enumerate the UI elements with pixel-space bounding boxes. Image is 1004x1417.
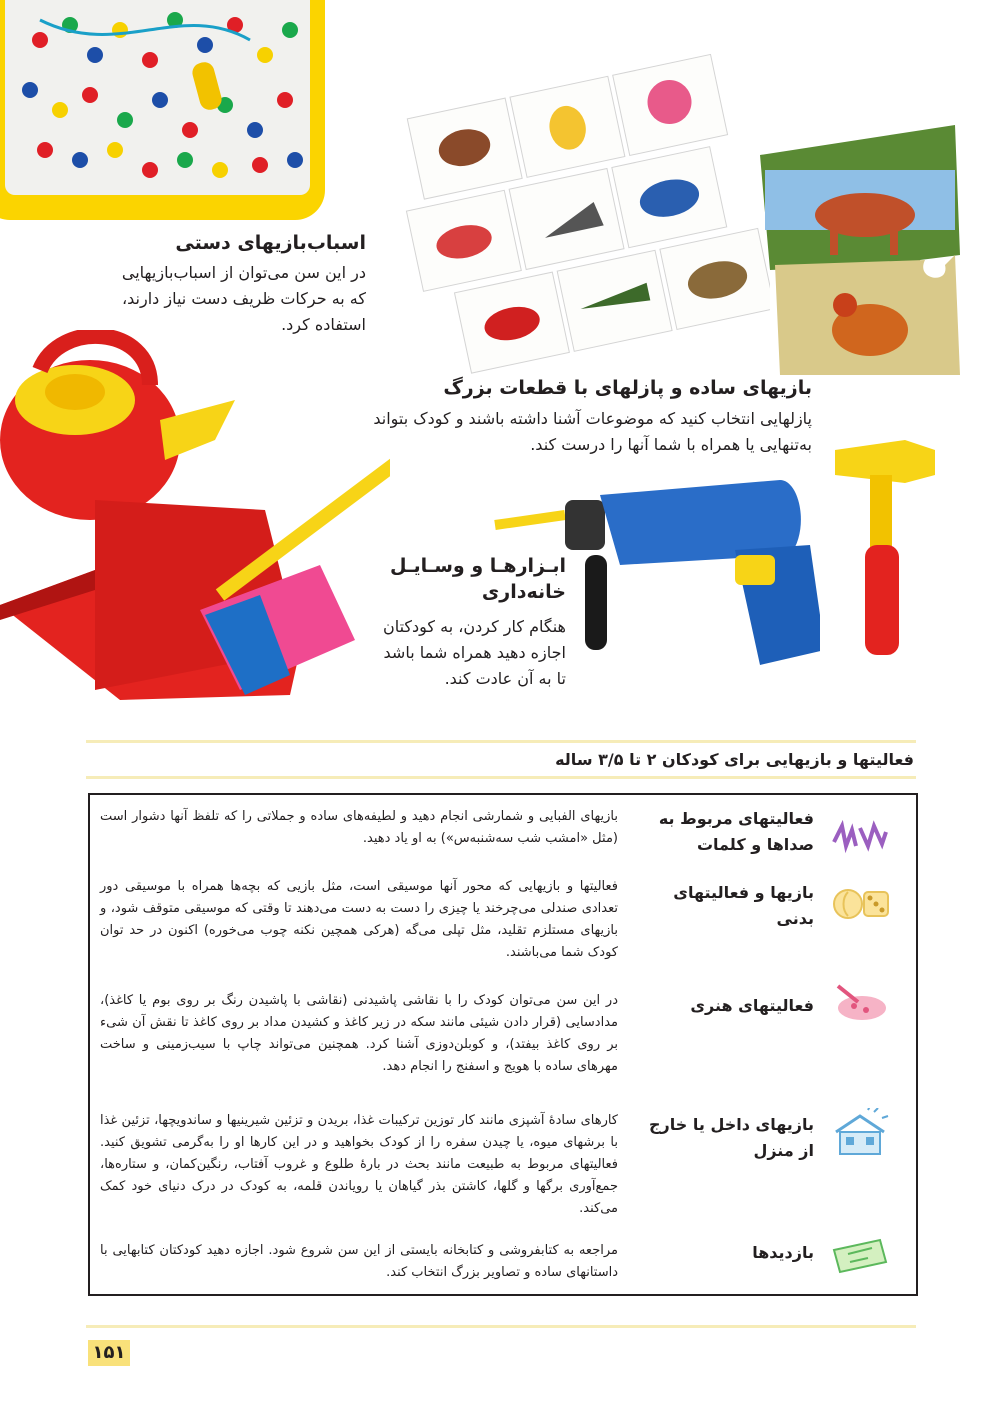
tools-line: اجازه دهید همراه شما باشد	[383, 643, 566, 662]
category-line: بازیهای داخل یا خارج	[649, 1115, 814, 1134]
category-line: فعالیتهای مربوط به	[658, 809, 814, 828]
letters-icon	[828, 812, 892, 860]
category-art	[649, 993, 814, 1019]
category-line: بازدیدها	[752, 1243, 814, 1262]
bottom-divider	[86, 1325, 916, 1328]
puzzles-title: بازیهای ساده و پازلهای با قطعات بزرگ	[443, 377, 812, 399]
jigsaw-puzzle-illustration	[755, 95, 965, 380]
category-line: صداها و کلمات	[696, 835, 814, 854]
row-text-art: در این سن می‌توان کودک را با نقاشی پاشیدنی (نقاشی با پاشیدن رنگ بر روی بوم یا کاغذ)، مدادسایی (قرار دادن شیئی مانند سکه در زیر کاغذ و کشیدن مداد بر روی کاغذ تا نقش آن شیء بر روی کاغذ بیفتد)، و کوبلن‌دوزی آشنا کرد. همچنین می‌تواند چاپ با سیب‌زمینی و ساخت مهرهای ساده با هویج و اسفنج را انجام دهد.	[100, 993, 618, 1074]
top-divider	[86, 740, 916, 743]
dustpan-and-brush-illustration	[0, 455, 390, 705]
title-divider	[86, 776, 916, 779]
tools-line: تا به آن عادت کند.	[444, 669, 566, 688]
row-text-words: بازیهای الفبایی و شمارشی انجام دهید و لطیفه‌های ساده و جملاتی را که تلفظ آنها دشوار است (مثل «امشب شب سه‌شنبه‌س») به او یاد دهید.	[100, 809, 618, 846]
tools-title	[336, 553, 566, 605]
handheld-toys-line: استفاده کرد.	[281, 315, 366, 334]
puzzles-body	[252, 406, 812, 458]
tools-title-line: ابـزارهـا و وسـایـل	[390, 555, 566, 577]
category-line: فعالیتهای هنری	[690, 996, 814, 1015]
house-icon	[828, 1108, 892, 1156]
category-line: بازیها و فعالیتهای	[673, 883, 814, 902]
category-physical	[649, 880, 814, 932]
ticket-icon	[828, 1232, 892, 1280]
row-text-visits: مراجعه به کتابفروشی و کتابخانه بایستی از این سن شروع شود. اجازه دهید کودکتان کتابهایی با داستانهای ساده و تصاویر بزرگ انتخاب کند.	[100, 1243, 618, 1280]
category-indoor-outdoor	[649, 1112, 814, 1164]
tools-line: هنگام کار کردن، به کودکتان	[382, 617, 566, 636]
activities-table-title: فعالیتها و بازیهایی برای کودکان ۲ تا ۳/۵ ساله	[555, 750, 914, 769]
handheld-toys-line: که به حرکات ظریف دست نیاز دارند،	[121, 289, 366, 308]
category-line: از منزل	[753, 1141, 814, 1160]
handheld-toys-body	[36, 260, 366, 338]
category-line: بدنی	[776, 909, 814, 928]
pegboard-toy-illustration	[0, 0, 330, 230]
puzzles-line: به‌تنهایی یا همراه با شما آنها را درست کند.	[530, 435, 812, 454]
handheld-toys-title: اسباب‌بازیهای دستی	[175, 232, 366, 254]
handheld-toys-line: در این سن می‌توان از اسباب‌بازیهایی	[121, 263, 366, 282]
toy-hammer-illustration	[835, 435, 940, 665]
tools-title-line: خانه‌داری	[481, 581, 566, 603]
puzzles-line: پازلهایی انتخاب کنید که موضوعات آشنا داشته باشند و کودک بتواند	[373, 409, 812, 428]
ball-and-dice-icon	[828, 880, 892, 928]
category-sounds-words	[649, 806, 814, 858]
page-number: ۱۵۱	[88, 1340, 130, 1366]
row-text-indoor-outdoor: کارهای سادهٔ آشپزی مانند کار توزین ترکیبات غذا، بریدن و تزئین شیرینیها و ساندویچها، تزئین غذا با برشهای میوه، یا چیدن سفره را از کودک بخواهید و در این کارها او را به‌گرمی تشویق کنید. فعالیتهای مربوط به طبیعت مانند بحث در بارهٔ طلوع و غروب آفتاب، رنگین‌کمان، و ستاره‌ها، جمع‌آوری برگها و گلها، کاشتن بذر گیاهان یا رویاندن قلمه، به کودک در درک دنیای خود کمک می‌کند.	[100, 1113, 618, 1216]
row-text-physical: فعالیتها و بازیهایی که محور آنها موسیقی است، مثل بازیی که بچه‌ها همراه با موسیقی دور تعدادی صندلی می‌چرخند یا چیزی را دست به دست می‌دهند تا وقتی که موسیقی متوقف شود، و بازیهای مستلزم تقلید، مثل تپلی می‌گه (هرکی همچین نکنه چوب می‌خوره) اکنون در حد توان کودک شما می‌باشند.	[100, 879, 618, 960]
tools-body	[336, 614, 566, 692]
picture-cards-illustration	[390, 45, 770, 375]
paint-palette-icon	[828, 978, 892, 1026]
category-visits	[649, 1240, 814, 1266]
